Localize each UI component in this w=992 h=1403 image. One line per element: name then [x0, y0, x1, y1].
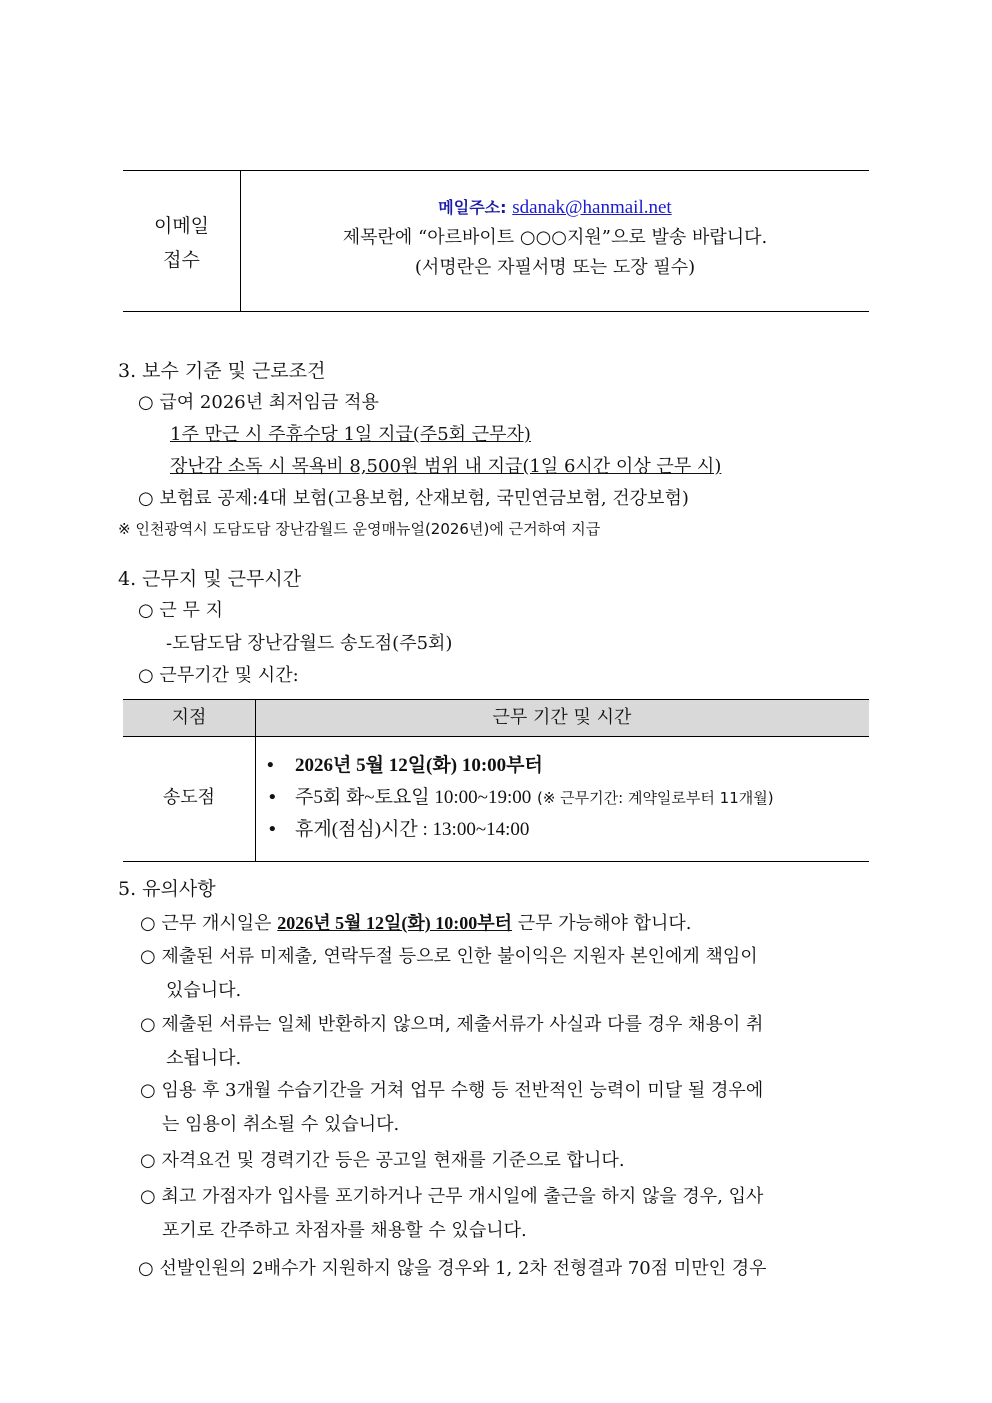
bullet: • — [267, 755, 274, 776]
header-branch: 지점 — [171, 707, 207, 728]
start-date: 2026년 5월 12일(화) 10:00부터 — [295, 755, 543, 776]
weekly-schedule: 주5회 화~토요일 10:00~19:00 — [295, 787, 532, 808]
item4-line2: 는 임용이 취소될 수 있습니다. — [162, 1114, 400, 1135]
table-divider — [255, 700, 256, 861]
mail-address-line — [241, 193, 869, 223]
section5-title: 5. 유의사항 — [118, 878, 216, 900]
subject-instruction: 제목란에 “아르바이트 ○○○지원”으로 발송 바랍니다. — [342, 227, 768, 248]
schedule-list — [263, 750, 774, 846]
section3-salary-item: ○ 급여 2026년 최저임금 적용 — [138, 392, 379, 413]
email-body-cell — [241, 193, 869, 283]
notice-item-2 — [140, 940, 875, 1008]
section3-insurance-item: ○ 보험료 공제:4대 보험(고용보험, 산재보험, 국민연금보험, 건강보험) — [138, 488, 689, 509]
notice-item-3 — [140, 1008, 875, 1076]
item6-line1: 최고 가점자가 입사를 포기하거나 근무 개시일에 출근을 하지 않을 경우, 입사 — [161, 1186, 764, 1207]
email-label-line1: 이메일 — [153, 215, 210, 237]
item6-line2: 포기로 간주하고 차점자를 채용할 수 있습니다. — [162, 1220, 527, 1241]
work-schedule-table — [123, 699, 869, 862]
item5-text: 자격요건 및 경력기간 등은 공고일 현재를 기준으로 합니다. — [161, 1150, 625, 1171]
bullet: ○ — [140, 1150, 156, 1171]
item4-line1: 임용 후 3개월 수습기간을 거쳐 업무 수행 등 전반적인 능력이 미달 될 경우에 — [161, 1080, 764, 1101]
section4-title: 4. 근무지 및 근무시간 — [118, 568, 302, 590]
bullet: • — [267, 819, 278, 840]
bullet: ○ — [140, 1186, 156, 1207]
item2-line1: 제출된 서류 미제출, 연락두절 등으로 인한 불이익은 지원자 본인에게 책임이 — [161, 946, 758, 967]
item3-line1: 제출된 서류는 일체 반환하지 않으며, 제출서류가 사실과 다를 경우 채용이 취 — [161, 1014, 764, 1035]
section3-weekly-allowance: 1주 만근 시 주휴수당 1일 지급(주5회 근무자) — [170, 424, 531, 445]
section4-workplace-item: ○ 근 무 지 — [138, 600, 224, 621]
section3-title: 3. 보수 기준 및 근로조건 — [118, 360, 326, 382]
list-item — [263, 814, 774, 846]
bullet: ○ — [140, 913, 156, 934]
item1-post: 근무 가능해야 합니다. — [517, 913, 692, 934]
email-label-cell — [123, 209, 240, 277]
notice-item-5 — [140, 1144, 875, 1178]
table-header-row — [123, 700, 869, 737]
item1-start-date: 2026년 5월 12일(화) 10:00부터 — [277, 913, 513, 933]
section4-workplace-detail: -도담도담 장난감월드 송도점(주5회) — [166, 633, 453, 654]
item1-pre: 근무 개시일은 — [161, 913, 272, 934]
section4-period-item: ○ 근무기간 및 시간: — [138, 665, 299, 686]
item2-line2: 있습니다. — [166, 980, 242, 1001]
section3-note: ※ 인천광역시 도담도담 장난감월드 운영매뉴얼(2026년)에 근거하여 지급 — [118, 520, 601, 538]
mail-address-label: 메일주소: — [438, 198, 507, 217]
break-time: 휴게(점심)시간 : 13:00~14:00 — [295, 819, 530, 840]
section3-bath-allowance: 장난감 소독 시 목욕비 8,500원 범위 내 지급(1일 6시간 이상 근무 시) — [170, 456, 722, 477]
list-item — [263, 750, 774, 782]
item7-text: 선발인원의 2배수가 지원하지 않을 경우와 1, 2차 전형결과 70점 미만인 경우 — [159, 1258, 767, 1279]
list-item — [263, 782, 774, 814]
mail-address-link[interactable]: sdanak@hanmail.net — [512, 197, 672, 218]
bullet: ○ — [140, 1014, 156, 1035]
header-period: 근무 기간 및 시간 — [492, 707, 632, 728]
signature-note: (서명란은 자필서명 또는 도장 필수) — [414, 257, 696, 278]
item3-line2: 소됩니다. — [166, 1048, 242, 1069]
bullet: ○ — [138, 1258, 154, 1279]
notice-item-4 — [140, 1074, 875, 1142]
contract-period-note: (※ 근무기간: 계약일로부터 11개월) — [536, 789, 774, 807]
notice-item-7 — [138, 1252, 875, 1286]
bullet: • — [267, 787, 278, 808]
notice-item-6 — [140, 1180, 875, 1248]
branch-cell: 송도점 — [162, 787, 216, 808]
bullet: ○ — [140, 1080, 156, 1101]
email-application-table — [123, 170, 869, 312]
notice-item-1 — [140, 906, 875, 941]
email-label-line2: 접수 — [163, 249, 200, 271]
bullet: ○ — [140, 946, 156, 967]
